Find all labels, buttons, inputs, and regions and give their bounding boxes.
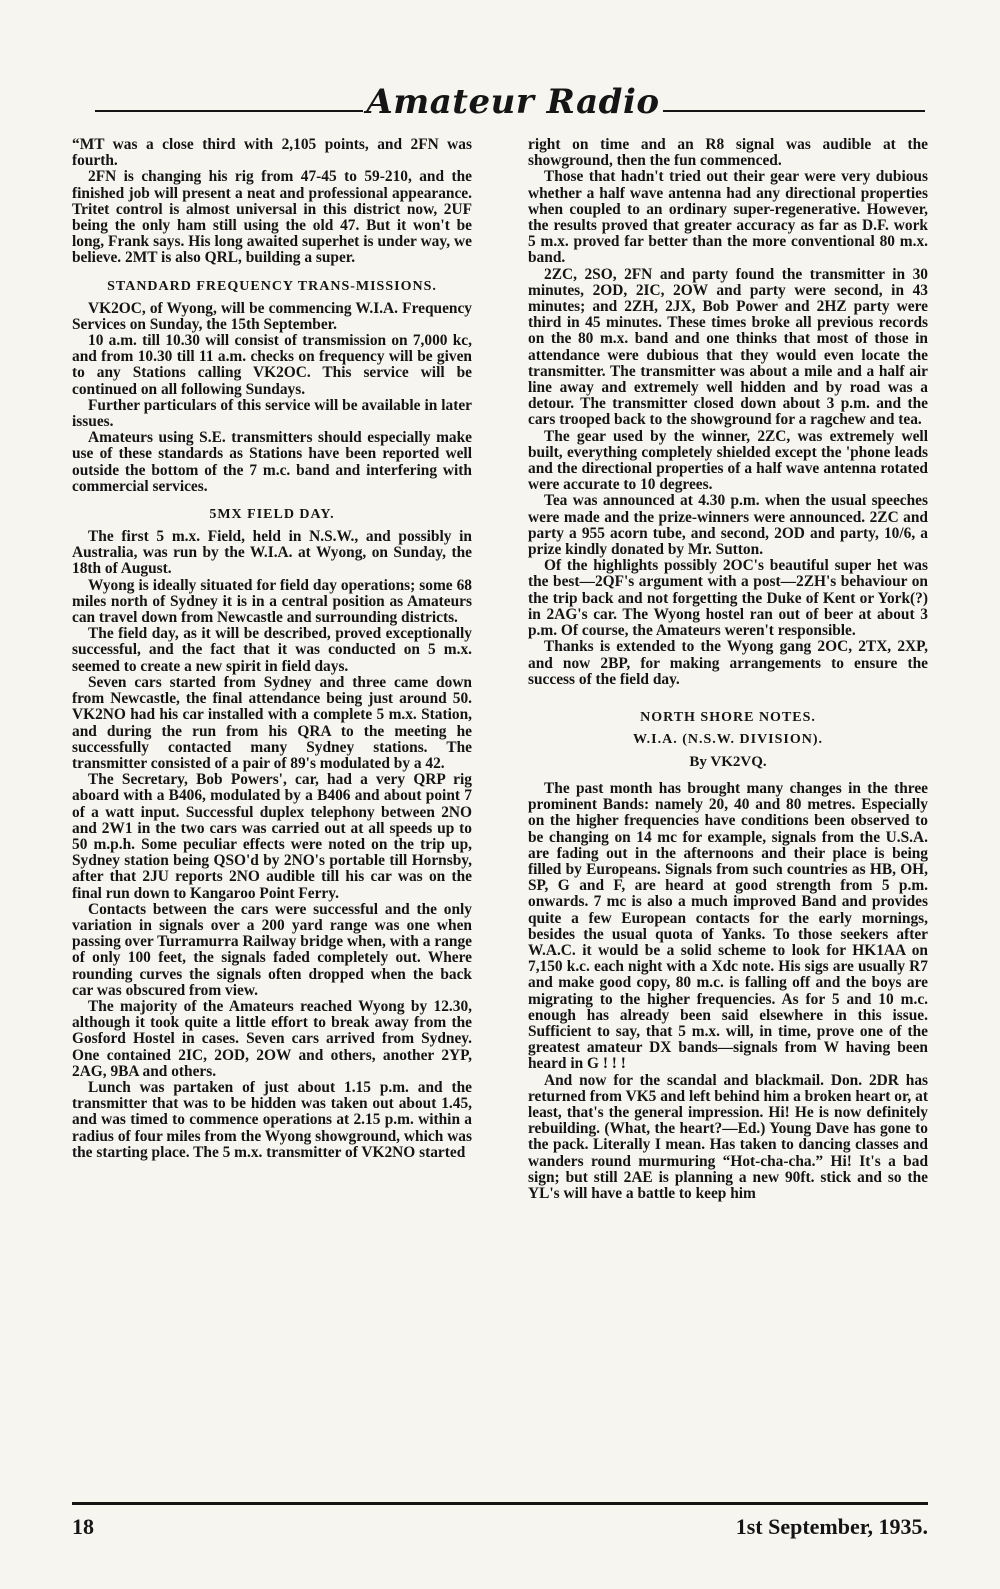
body-paragraph: The majority of the Amateurs reached Wyong by 12.30, although it took quite a little effort to break away from the Gosford Hostel in cases. Seven cars arrived from Sydney. One contained 2IC, 2OD, 2OW and others, another 2YP, 2AG, 9BA and others. <box>72 997 472 1080</box>
body-paragraph: 10 a.m. till 10.30 will consist of transmission on 7,000 kc, and from 10.30 till 11 a.m. checks on frequency will be given to any Stations calling VK2OC. This service will be continued on all following Sundays. <box>72 332 472 398</box>
byline: By VK2VQ. <box>689 753 767 770</box>
body-paragraph: Seven cars started from Sydney and three came down from Newcastle, the final attendance being just around 50. VK2NO had his car installed with a complete 5 m.x. Station, and during the run from his QRA to the meeting he successfully contacted many Sydney stations. The transmitter consisted of a pair of 89's modulated by a 42. <box>72 673 472 772</box>
body-paragraph: right on time and an R8 signal was audible at the showground, then the fun commenced. <box>528 137 928 170</box>
body-paragraph: Of the highlights possibly 2OC's beautiful super het was the best—2QF's argument with a post—2ZH's behaviour on the trip back and not forgetting the Duke of Kent or York(?) in 2AG's car. The Wyong hostel ran out of beer at about 3 p.m. Of course, the Amateurs weren't responsible. <box>528 557 928 640</box>
issue-date: 1st September, 1935. <box>735 1514 928 1539</box>
body-paragraph: VK2OC, of Wyong, will be commencing W.I.A. Frequency Services on Sunday, the 15th September. <box>72 299 472 333</box>
footer-rule <box>72 1502 928 1505</box>
body-paragraph: Wyong is ideally situated for field day operations; some 68 miles north of Sydney it is in a central position as Amateurs can travel down from Newcastle and surrounding districts. <box>72 576 472 627</box>
intro-paragraph: 2FN is changing his rig from 47-45 to 59-210, and the finished job will present a neat and professional appearance. Tritet control is almost universal in this district now, 2UF being the only ham still using the old 47. But it won't be long, Frank says. His long awaited superhet is under way, we believe. 2MT is also QRL, building a super. <box>72 168 472 267</box>
masthead <box>95 82 925 122</box>
body-paragraph: Further particulars of this service will be available in later issues. <box>72 396 472 431</box>
body-paragraph: Thanks is extended to the Wyong gang 2OC, 2TX, 2XP, and now 2BP, for making arrangements to ensure the success of the field day. <box>528 638 928 688</box>
magazine-title: Amateur Radio <box>366 82 660 122</box>
left-column <box>72 137 472 1495</box>
body-paragraph: Contacts between the cars were successful and the only variation in signals over a 200 yard range was one when passing over Turramurra Railway bridge when, with a range of only 100 feet, the signals faded completely out. Where rounding curves the signals often dropped when the back car was obscured from view. <box>72 900 472 999</box>
body-paragraph: Those that hadn't tried out their gear were very dubious whether a half wave antenna had any directional properties when coupled to an ordinary super-regenerative. However, the results proved that greater accuracy as far as D.F. work 5 m.x. proved far better than the more conventional 80 m.x. band. <box>528 168 928 267</box>
right-column <box>528 137 928 1495</box>
section-heading-standard-frequency: STANDARD FREQUENCY TRANS-MISSIONS. <box>107 278 437 294</box>
body-paragraph: The past month has brought many changes in the three prominent Bands: namely 20, 40 and 80 metres. Especially on the higher frequencies have conditions been observed to be changing on 14 mc for example, signals from the U.S.A. are fading out in the afternoons and their place is being filled by Europeans. Signals from such countries as HB, OH, SP, G and F, are heard at good strength from 5 p.m. onwards. 7 mc is also a much improved Band and provides quite a few European contacts for the early mornings, besides the usual quota of Yanks. To those seekers after W.A.C. it would be a solid scheme to look for HK1AA on 7,150 k.c. each night with a Xdc note. His sigs are usually R7 and make good copy, 80 m.c. is falling off and the boys are migrating to the higher frequencies. As for 5 and 10 m.c. enough has already been said elsewhere in this issue. Sufficient to say, that 5 m.x. will, in time, prove one of the greatest amateur DX bands—signals from W having been heard in G ! ! ! <box>528 779 928 1073</box>
section-heading-field-day: 5MX FIELD DAY. <box>209 507 335 523</box>
body-paragraph: The gear used by the winner, 2ZC, was extremely well built, everything completely shielded except the 'phone leads and the directional properties of a half wave antenna rotated were accurate to 10 degrees. <box>528 427 928 494</box>
body-paragraph: The field day, as it will be described, proved exceptionally successful, and the fact that it was conducted on 5 m.x. seemed to create a new spirit in field days. <box>72 625 472 675</box>
body-paragraph: The first 5 m.x. Field, held in N.S.W., and possibly in Australia, was run by the W.I.A. at Wyong, on Sunday, the 18th of August. <box>72 528 472 578</box>
body-paragraph: 2ZC, 2SO, 2FN and party found the transmitter in 30 minutes, 2OD, 2IC, 2OW and party were second, in 43 minutes; and 2ZH, 2JX, Bob Power and 2HZ party were third in 45 minutes. These times broke all previous records on the 80 m.x. band and one thinks that most of those in attendance were dubious that they would even locate the transmitter. The transmitter was about a mile and a half air line away and extremely well hidden and by road was a detour. The transmitter closed down about 3 p.m. and the cars trooped back to the showground for a ragchew and tea. <box>528 265 928 429</box>
body-paragraph: Tea was announced at 4.30 p.m. when the usual speeches were made and the prize-winners were announced. 2ZC and party a 955 acorn tube, and second, 2OD and party, 10/6, a prize kindly donated by Mr. Sutton. <box>528 492 928 559</box>
section-subheading-division: W.I.A. (N.S.W. DIVISION). <box>632 731 824 747</box>
masthead-rule-left <box>95 110 363 112</box>
section-heading-north-shore: NORTH SHORE NOTES. <box>640 709 816 725</box>
body-paragraph: The Secretary, Bob Powers', car, had a very QRP rig aboard with a B406, modulated by a B406 and about point 7 of a watt input. Successful duplex telephony between 2NO and 2W1 in the two cars was carried out at all speeds up to 50 m.p.h. Some peculiar effects were noted on the trip up, Sydney station being QSO'd by 2NO's portable till Hornsby, after that 2JU reports 2NO audible till his car was on the final run down to Kangaroo Point Ferry. <box>72 771 472 902</box>
body-paragraph: Lunch was partaken of just about 1.15 p.m. and the transmitter that was to be hidden was taken out about 1.45, and was timed to commence operations at 2.15 p.m. within a radius of four miles from the Wyong showground, which was the starting place. The 5 m.x. transmitter of VK2NO started <box>72 1078 472 1161</box>
page-number: 18 <box>72 1514 94 1539</box>
body-paragraph: And now for the scandal and blackmail. Don. 2DR has returned from VK5 and left behind him a broken heart or, at least, that's the general impression. Hi! He is now definitely rebuilding. (What, the heart?—Ed.) Young Dave has gone to the pack. Literally I mean. Has taken to dancing classes and wanders round murmuring “Hot-cha-cha.” Hi! It's a bad sign; but still 2AE is planning a new 90ft. stick and so the YL's will have a battle to keep him <box>528 1071 928 1202</box>
body-paragraph: Amateurs using S.E. transmitters should especially make use of these standards as Stations have been reported well outside the bottom of the 7 m.c. band and interfering with commercial services. <box>72 429 472 495</box>
masthead-rule-right <box>663 110 925 112</box>
intro-paragraph: “MT was a close third with 2,105 points, and 2FN was fourth. <box>72 137 472 170</box>
